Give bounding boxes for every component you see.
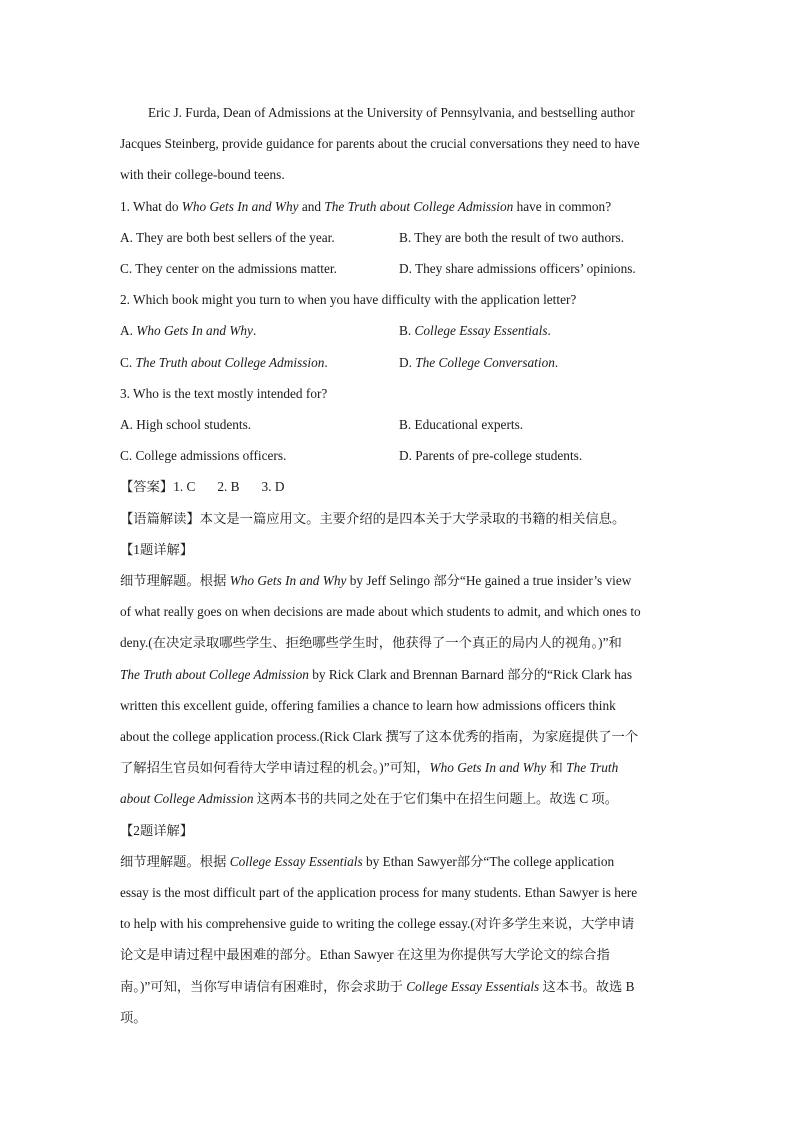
option-d: D. They share admissions officers’ opinions. xyxy=(399,261,636,276)
question-3-options-ab xyxy=(120,409,680,440)
option-a: A. High school students. xyxy=(120,416,252,432)
detail-2-line: essay is the most difficult part of the application process for many students. Ethan Sawyer is here xyxy=(120,884,638,900)
question-1: 1. What do Who Gets In and Why and The Truth about College Admission have in common? xyxy=(120,198,612,214)
detail-1-line: of what really goes on when decisions are made about which students to admit, and which ones to xyxy=(120,604,641,620)
detail-1-line: about College Admission 这两本书的共同之处在于它们集中在招生问题上。故选 C 项。 xyxy=(120,791,619,807)
answer-line: 【答案】1. C 2. B 3. D xyxy=(120,479,285,495)
detail-2-line: 南。)”可知，当你写申请信有困难时，你会求助于 College Essay Essentials 这本书。故选 B xyxy=(120,978,635,994)
intro-line-3: with their college-bound teens. xyxy=(120,167,285,183)
option-c: C. They center on the admissions matter. xyxy=(120,261,337,276)
option-c: C. The Truth about College Admission. xyxy=(120,354,328,370)
detail-2-line: to help with his comprehensive guide to writing the college essay.(对许多学生来说，大学申请 xyxy=(120,916,635,932)
question-3: 3. Who is the text mostly intended for? xyxy=(120,385,328,401)
interpretation-line: 【语篇解读】本文是一篇应用文。主要介绍的是四本关于大学录取的书籍的相关信息。 xyxy=(120,510,626,526)
detail-2-line: 论文是申请过程中最困难的部分。Ethan Sawyer 在这里为你提供写大学论文的综合指 xyxy=(120,947,610,963)
detail-1-line: The Truth about College Admission by Rick Clark and Brennan Barnard 部分的“Rick Clark has xyxy=(120,666,633,682)
question-1-options-ab xyxy=(120,222,680,253)
option-a: A. They are both best sellers of the year. xyxy=(120,229,335,245)
detail-2-line: 项。 xyxy=(120,1009,147,1025)
intro-line-1: Eric J. Furda, Dean of Admissions at the University of Pennsylvania, and bestselling author xyxy=(148,105,635,120)
question-2-options-ab xyxy=(120,315,680,346)
question-3-options-cd xyxy=(120,440,680,471)
question-2: 2. Which book might you turn to when you have difficulty with the application letter? xyxy=(120,292,577,308)
detail-1-line: 细节理解题。根据 Who Gets In and Why by Jeff Selingo 部分“He gained a true insider’s view xyxy=(120,572,632,588)
detail-1-line: 了解招生官员如何看待大学申请过程的机会。)”可知，Who Gets In and Why 和 The Truth xyxy=(120,760,619,776)
intro-line-2: Jacques Steinberg, provide guidance for parents about the crucial conversations they need to have xyxy=(120,136,640,152)
question-1-options-cd xyxy=(120,253,680,284)
detail-2-line: 细节理解题。根据 College Essay Essentials by Ethan Sawyer部分“The college application xyxy=(120,853,615,869)
option-d: D. The College Conversation. xyxy=(399,354,559,370)
option-b: B. College Essay Essentials. xyxy=(399,323,551,339)
question-2-options-cd xyxy=(120,347,680,378)
detail-1-line: about the college application process.(Rick Clark 撰写了这本优秀的指南，为家庭提供了一个 xyxy=(120,728,639,744)
detail-1-line: written this excellent guide, offering families a chance to learn how admissions officers think xyxy=(120,697,616,713)
option-c: C. College admissions officers. xyxy=(120,448,287,464)
option-b: B. They are both the result of two authors. xyxy=(399,229,625,245)
document-page xyxy=(120,97,680,1033)
option-d: D. Parents of pre-college students. xyxy=(399,448,583,464)
detail-1-line: deny.(在决定录取哪些学生、拒绝哪些学生时，他获得了一个真正的局内人的视角。)”和 xyxy=(120,635,622,651)
option-a: A. Who Gets In and Why. xyxy=(120,323,257,339)
detail-1-heading: 【1题详解】 xyxy=(120,541,194,557)
option-b: B. Educational experts. xyxy=(399,416,524,432)
detail-2-heading: 【2题详解】 xyxy=(120,822,194,838)
